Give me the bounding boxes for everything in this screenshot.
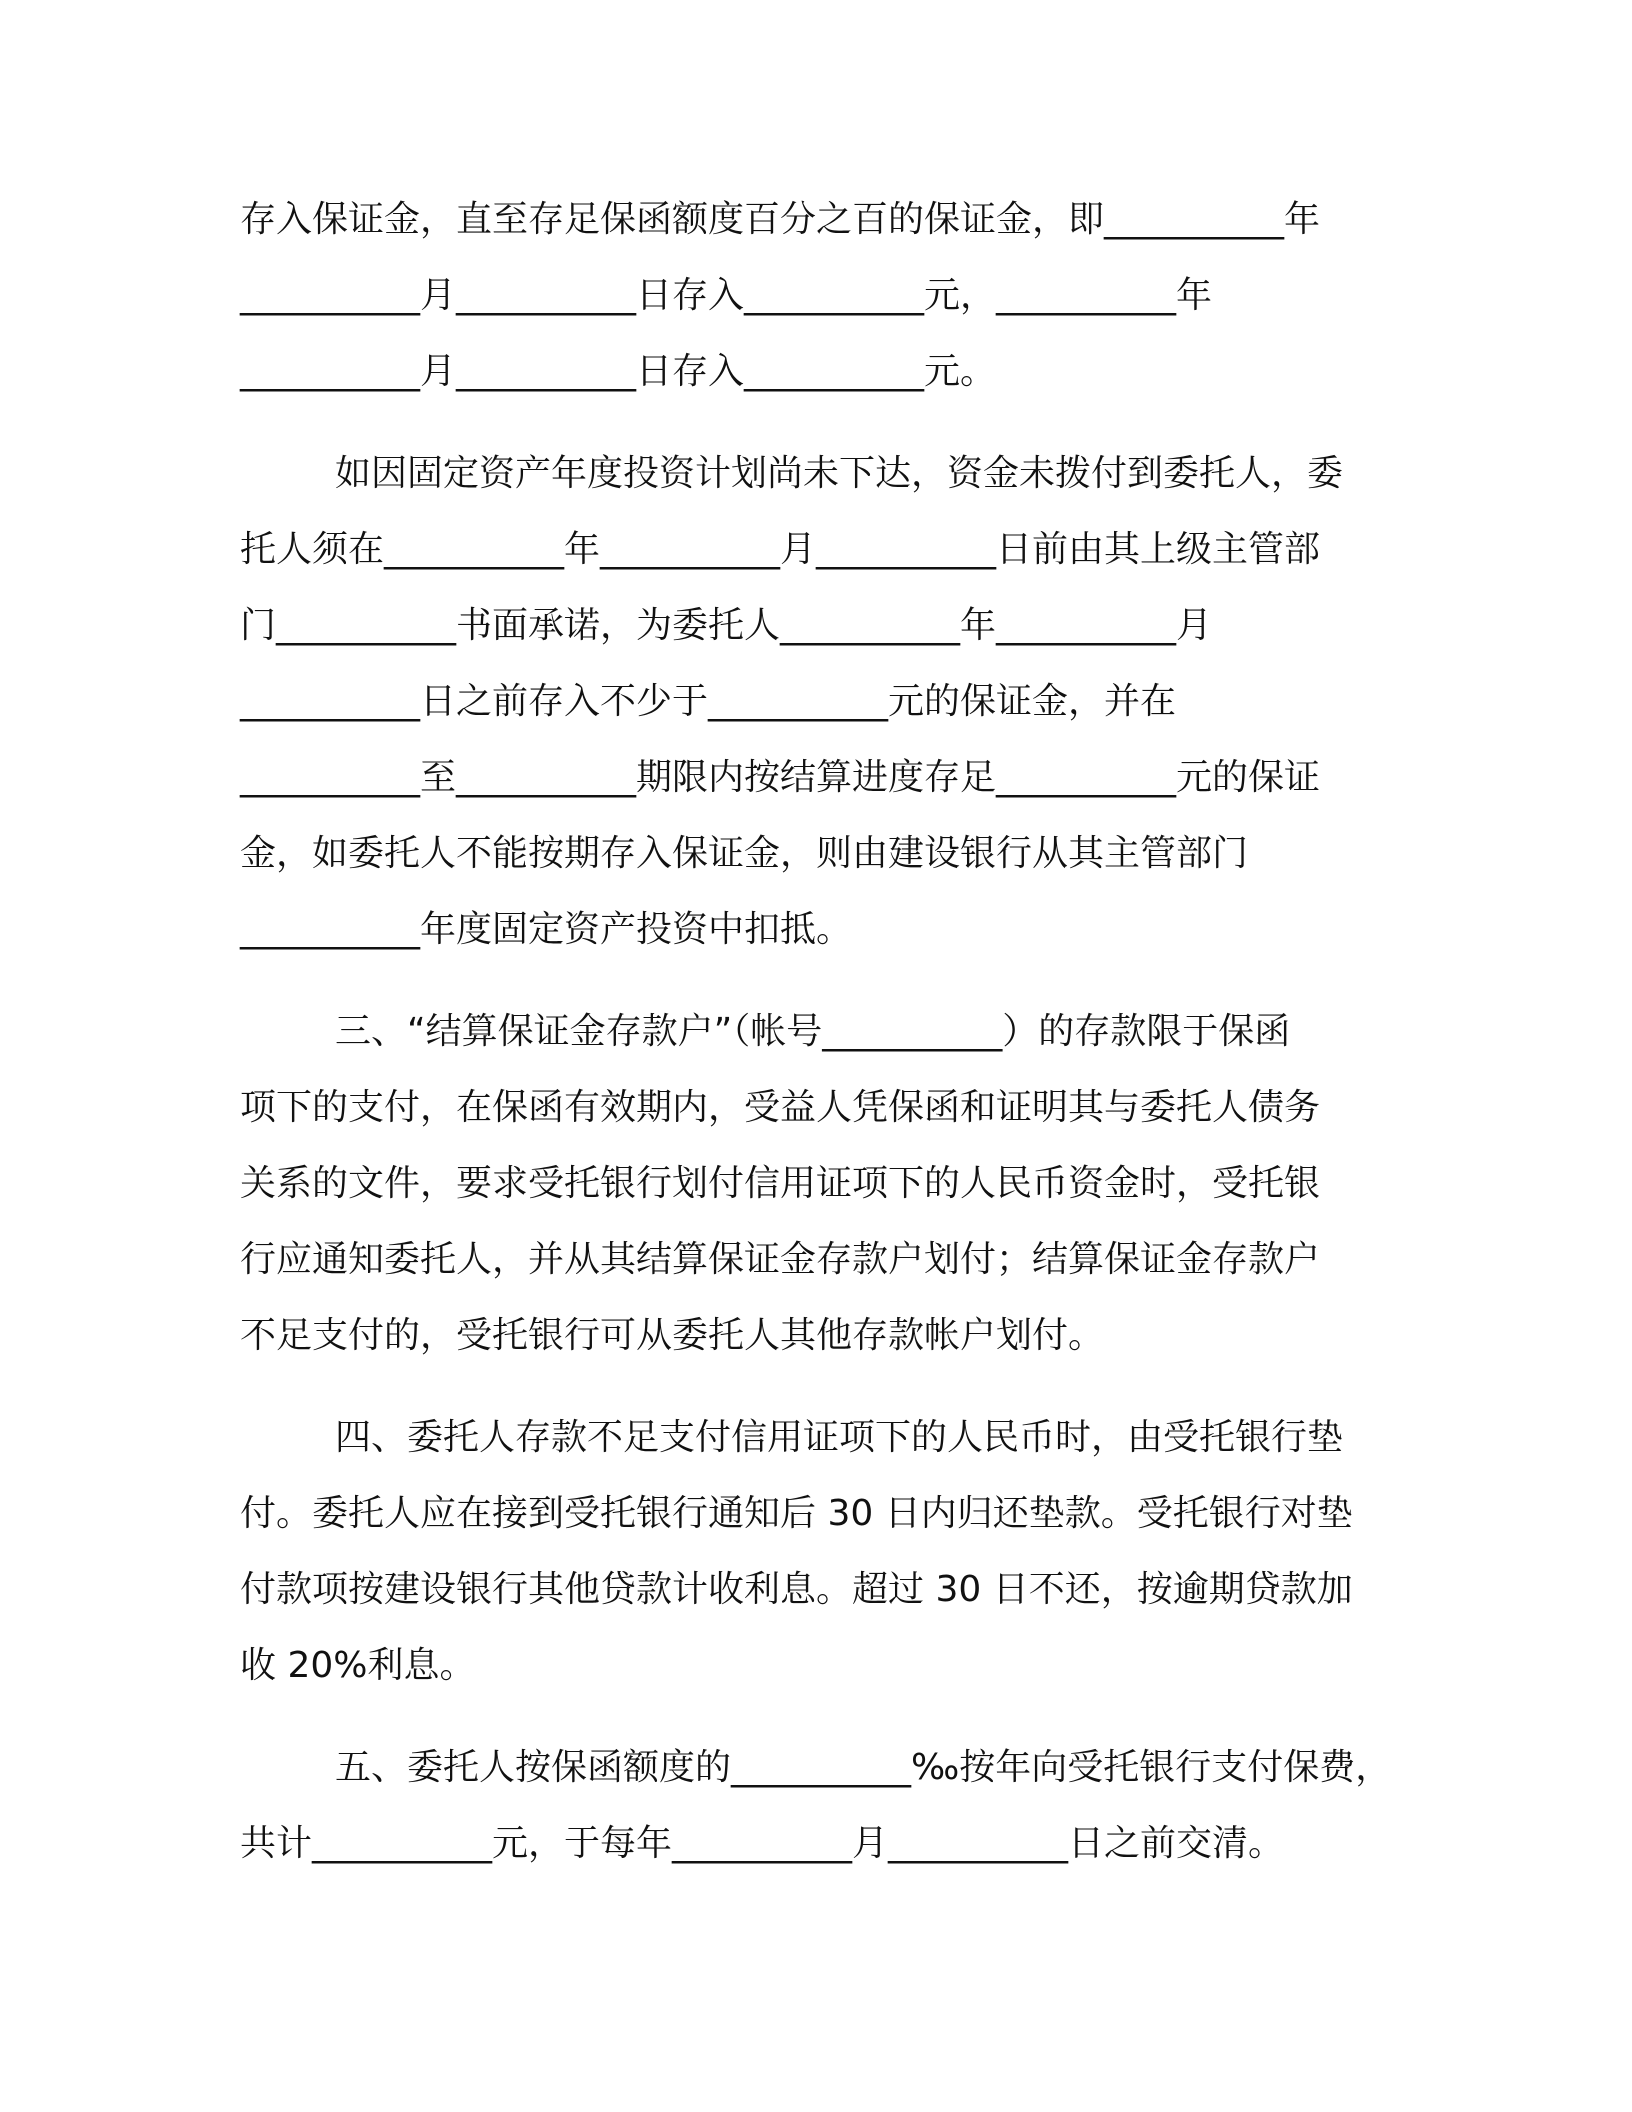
paragraph-2-line-3: 门__________书面承诺，为委托人__________年__________月 (240, 605, 1213, 646)
paragraph-4-line-1: 四、委托人存款不足支付信用证项下的人民币时，由受托银行垫 (335, 1417, 1344, 1458)
paragraph-5-line-1: 五、委托人按保函额度的__________‰按年向受托银行支付保费， (335, 1747, 1392, 1788)
paragraph-3-line-3: 关系的文件，要求受托银行划付信用证项下的人民币资金时，受托银 (240, 1163, 1321, 1204)
paragraph-1-line-1: 存入保证金，直至存足保函额度百分之百的保证金，即__________年 (240, 199, 1321, 240)
paragraph-1-line-3: __________月__________日存入__________元。 (240, 351, 997, 392)
paragraph-2-line-5: __________至__________期限内按结算进度存足__________元的保证 (240, 757, 1321, 798)
paragraph-3-line-4: 行应通知委托人，并从其结算保证金存款户划付；结算保证金存款户 (240, 1239, 1321, 1280)
paragraph-3-line-5: 不足支付的，受托银行可从委托人其他存款帐户划付。 (240, 1315, 1105, 1356)
paragraph-5-line-2: 共计__________元，于每年__________月__________日之前交清。 (240, 1823, 1285, 1864)
paragraph-2-line-1: 如因固定资产年度投资计划尚未下达，资金未拨付到委托人，委 (335, 453, 1344, 494)
paragraph-4-line-4: 收 20%利息。 (240, 1645, 476, 1686)
paragraph-2-line-4: __________日之前存入不少于__________元的保证金，并在 (240, 681, 1177, 722)
paragraph-4-line-2: 付。委托人应在接到受托银行通知后 30 日内归还垫款。受托银行对垫 (240, 1493, 1353, 1534)
paragraph-3-line-2: 项下的支付，在保函有效期内，受益人凭保函和证明其与委托人债务 (240, 1087, 1321, 1128)
paragraph-2-line-2: 托人须在__________年__________月__________日前由其上级主管部 (240, 529, 1321, 570)
paragraph-2-line-6: 金，如委托人不能按期存入保证金，则由建设银行从其主管部门 (240, 833, 1249, 874)
paragraph-3-line-1: 三、“结算保证金存款户”（帐号__________）的存款限于保函 (335, 1011, 1291, 1052)
paragraph-1-line-2: __________月__________日存入__________元，__________年 (240, 275, 1213, 316)
paragraph-2-line-7: __________年度固定资产投资中扣抵。 (240, 909, 853, 950)
paragraph-4-line-3: 付款项按建设银行其他贷款计收利息。超过 30 日不还，按逾期贷款加 (240, 1569, 1353, 1610)
